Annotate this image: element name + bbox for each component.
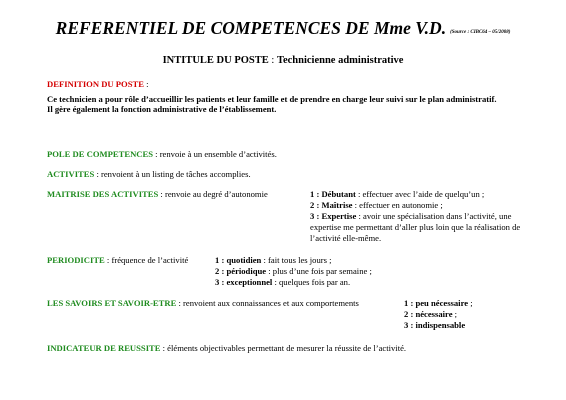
savoirs-level-1 bbox=[404, 298, 473, 309]
pole-text: : renvoie à un ensemble d’activités. bbox=[153, 149, 277, 159]
maitrise-cont-1: expertise me permettant d’aller plus loin que la réalisation de bbox=[310, 222, 521, 232]
periodicite-level-2-term: périodique bbox=[226, 266, 267, 276]
maitrise-level-1 bbox=[310, 189, 484, 200]
activites-line bbox=[47, 169, 251, 180]
periodicite-text: : fréquence de l’activité bbox=[104, 255, 189, 265]
indicateur-text: : éléments objectivables permettant de mesurer la réussite de l’activité. bbox=[160, 343, 407, 353]
periodicite-level-3-term: exceptionnel bbox=[226, 277, 273, 287]
activites-label: ACTIVITES bbox=[47, 169, 95, 179]
definition-sep: : bbox=[143, 79, 149, 89]
maitrise-line bbox=[47, 189, 268, 200]
periodicite-level-3-desc: : quelques fois par an. bbox=[272, 277, 351, 287]
page-title bbox=[0, 18, 566, 39]
maitrise-level-3-desc: : avoir une spécialisation dans l’activité, une bbox=[356, 211, 512, 221]
periodicite-level-1-term: quotidien bbox=[226, 255, 262, 265]
maitrise-level-3-term: Expertise bbox=[321, 211, 357, 221]
maitrise-level-3-num: 3 : bbox=[310, 211, 322, 221]
maitrise-cont-2: l’activité elle-même. bbox=[310, 233, 382, 243]
maitrise-level-2-num: 2 : bbox=[310, 200, 322, 210]
definition-heading bbox=[47, 79, 148, 90]
maitrise-level-3 bbox=[310, 211, 511, 222]
activites-text: : renvoient à un listing de tâches accomplies. bbox=[94, 169, 251, 179]
periodicite-level-1-num: 1 : bbox=[215, 255, 227, 265]
periodicite-level-3 bbox=[215, 277, 350, 288]
source-note: (Source : CIBC64 – 05/2008) bbox=[450, 30, 511, 35]
maitrise-level-1-num: 1 : bbox=[310, 189, 322, 199]
periodicite-level-1-desc: : fait tous les jours ; bbox=[261, 255, 332, 265]
savoirs-level-2-text: 2 : nécessaire bbox=[404, 309, 453, 319]
pole-line bbox=[47, 149, 277, 160]
periodicite-level-1 bbox=[215, 255, 332, 266]
savoirs-level-3 bbox=[404, 320, 465, 331]
job-title-line bbox=[0, 55, 566, 66]
pole-label: POLE DE COMPETENCES bbox=[47, 149, 154, 159]
indicateur-line bbox=[47, 343, 406, 354]
maitrise-level-2-term: Maîtrise bbox=[321, 200, 353, 210]
periodicite-level-2 bbox=[215, 266, 372, 277]
maitrise-text: : renvoie au degré d’autonomie bbox=[158, 189, 268, 199]
periodicite-level-2-desc: : plus d’une fois par semaine ; bbox=[266, 266, 372, 276]
job-title-label: INTITULE DU POSTE bbox=[162, 55, 269, 66]
savoirs-level-2-after: ; bbox=[452, 309, 458, 319]
savoirs-level-1-after: ; bbox=[468, 298, 473, 308]
maitrise-level-2-desc: : effectuer en autonomie ; bbox=[352, 200, 443, 210]
title-text: REFERENTIEL DE COMPETENCES DE Mme V.D. bbox=[55, 18, 447, 38]
savoirs-text: : renvoient aux connaissances et aux comportements bbox=[176, 298, 359, 308]
job-title-sep: : bbox=[268, 55, 277, 66]
definition-line-1: Ce technicien a pour rôle d’accueillir les patients et leur famille et de prendre en charge leur suivi sur le plan administratif. bbox=[47, 94, 497, 104]
periodicite-label: PERIODICITE bbox=[47, 255, 105, 265]
maitrise-level-1-term: Débutant bbox=[321, 189, 356, 199]
periodicite-line bbox=[47, 255, 188, 266]
maitrise-level-1-desc: : effectuer avec l’aide de quelqu’un ; bbox=[355, 189, 485, 199]
periodicite-level-3-num: 3 : bbox=[215, 277, 227, 287]
savoirs-label: LES SAVOIRS ET SAVOIR-ETRE bbox=[47, 298, 177, 308]
maitrise-level-2 bbox=[310, 200, 443, 211]
savoirs-level-3-text: 3 : indispensable bbox=[404, 320, 466, 330]
definition-label: DEFINITION DU POSTE bbox=[47, 79, 144, 89]
savoirs-level-1-text: 1 : peu nécessaire bbox=[404, 298, 469, 308]
definition-text-2 bbox=[47, 104, 276, 115]
periodicite-level-2-num: 2 : bbox=[215, 266, 227, 276]
job-title-value: Technicienne administrative bbox=[276, 55, 404, 66]
maitrise-label: MAITRISE DES ACTIVITES bbox=[47, 189, 159, 199]
savoirs-line bbox=[47, 298, 359, 309]
indicateur-label: INDICATEUR DE REUSSITE bbox=[47, 343, 161, 353]
definition-line-2: Il gère également la fonction administrative de l’établissement. bbox=[47, 104, 277, 114]
savoirs-level-2 bbox=[404, 309, 457, 320]
